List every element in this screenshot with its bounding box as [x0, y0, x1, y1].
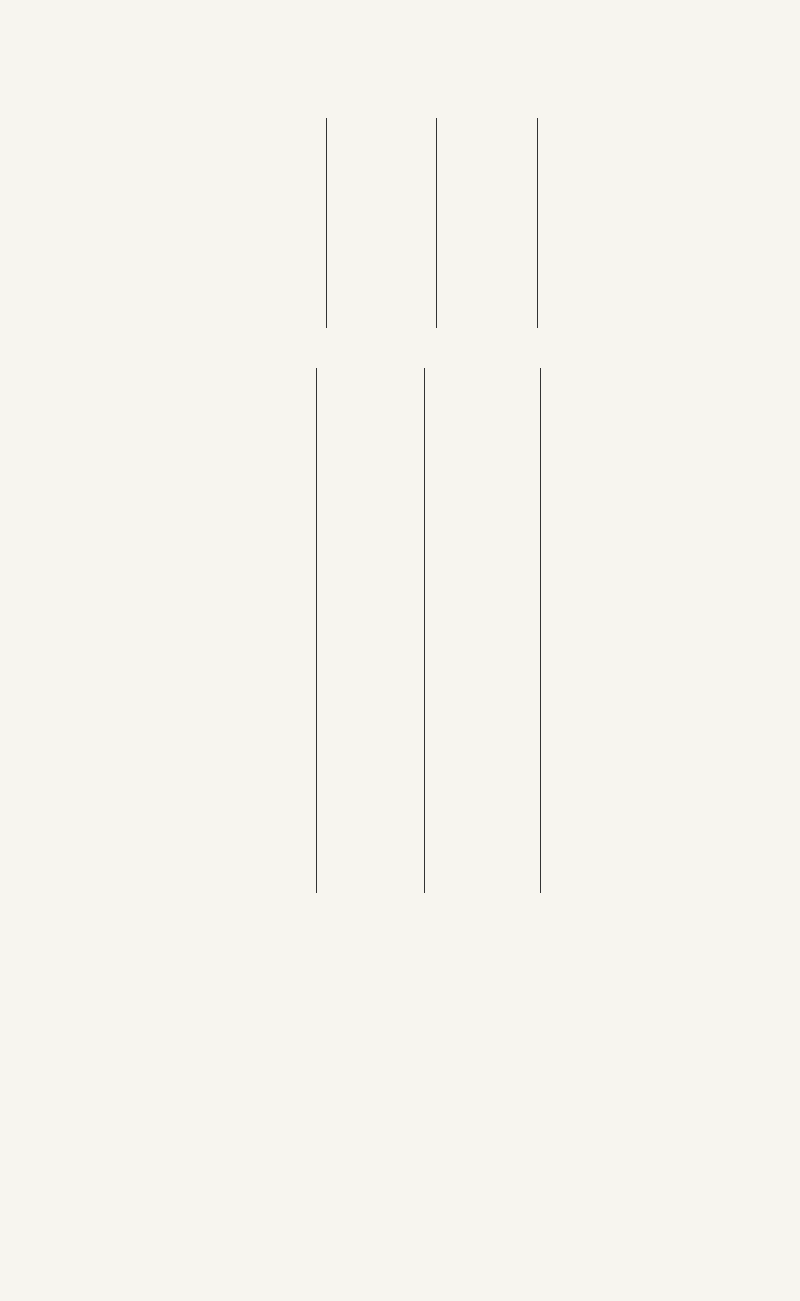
rule	[436, 118, 437, 328]
rule	[316, 368, 317, 893]
rule	[326, 118, 327, 328]
rule	[424, 368, 425, 893]
rule	[537, 118, 538, 328]
rule	[540, 368, 541, 893]
